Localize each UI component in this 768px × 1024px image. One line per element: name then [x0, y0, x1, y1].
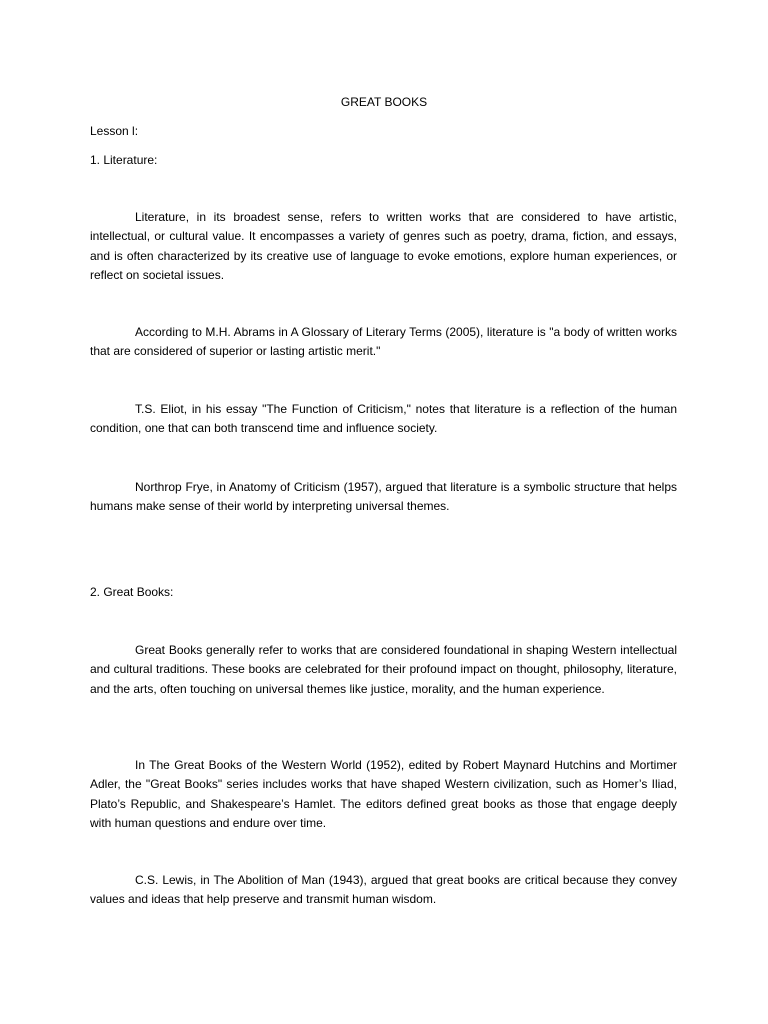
lesson-label: Lesson l:: [90, 124, 139, 138]
paragraph-great-books-definition: Great Books generally refer to works that are considered foundational in shaping Western intellectual and cultural traditions. These books are celebrated for their profound impact on thought, philosophy, literature, and the arts, often touching on universal themes like justice, morality, and the human experience.: [90, 643, 677, 696]
paragraph-frye-quote: Northrop Frye, in Anatomy of Criticism (1957), argued that literature is a symbolic structure that helps humans make sense of their world by interpreting universal themes.: [90, 480, 677, 514]
paragraph-hutchins-adler: In The Great Books of the Western World (1952), edited by Robert Maynard Hutchins and Mortimer Adler, the "Great Books" series includes works that have shaped Western civilization, such as Homer’s Iliad, Plato’s Republic, and Shakespeare’s Hamlet. The editors defined great books as those that engage deeply with human questions and endure over time.: [90, 758, 677, 830]
section-heading-literature: 1. Literature:: [90, 153, 158, 167]
paragraph-literature-definition: Literature, in its broadest sense, refers to written works that are considered to have artistic, intellectual, or cultural value. It encompasses a variety of genres such as poetry, drama, fiction, and essays, and is often characterized by its creative use of language to evoke emotions, explore human experiences, or reflect on societal issues.: [90, 210, 677, 282]
paragraph-eliot-quote: T.S. Eliot, in his essay "The Function of Criticism," notes that literature is a reflection of the human condition, one that can both transcend time and influence society.: [90, 402, 677, 436]
paragraph-lewis-quote: C.S. Lewis, in The Abolition of Man (1943), argued that great books are critical because they convey values and ideas that help preserve and transmit human wisdom.: [90, 873, 677, 907]
section-heading-great-books: 2. Great Books:: [90, 585, 174, 599]
paragraph-abrams-quote: According to M.H. Abrams in A Glossary of Literary Terms (2005), literature is "a body of written works that are considered of superior or lasting artistic merit.": [90, 325, 677, 359]
document-title: GREAT BOOKS: [340, 95, 428, 109]
